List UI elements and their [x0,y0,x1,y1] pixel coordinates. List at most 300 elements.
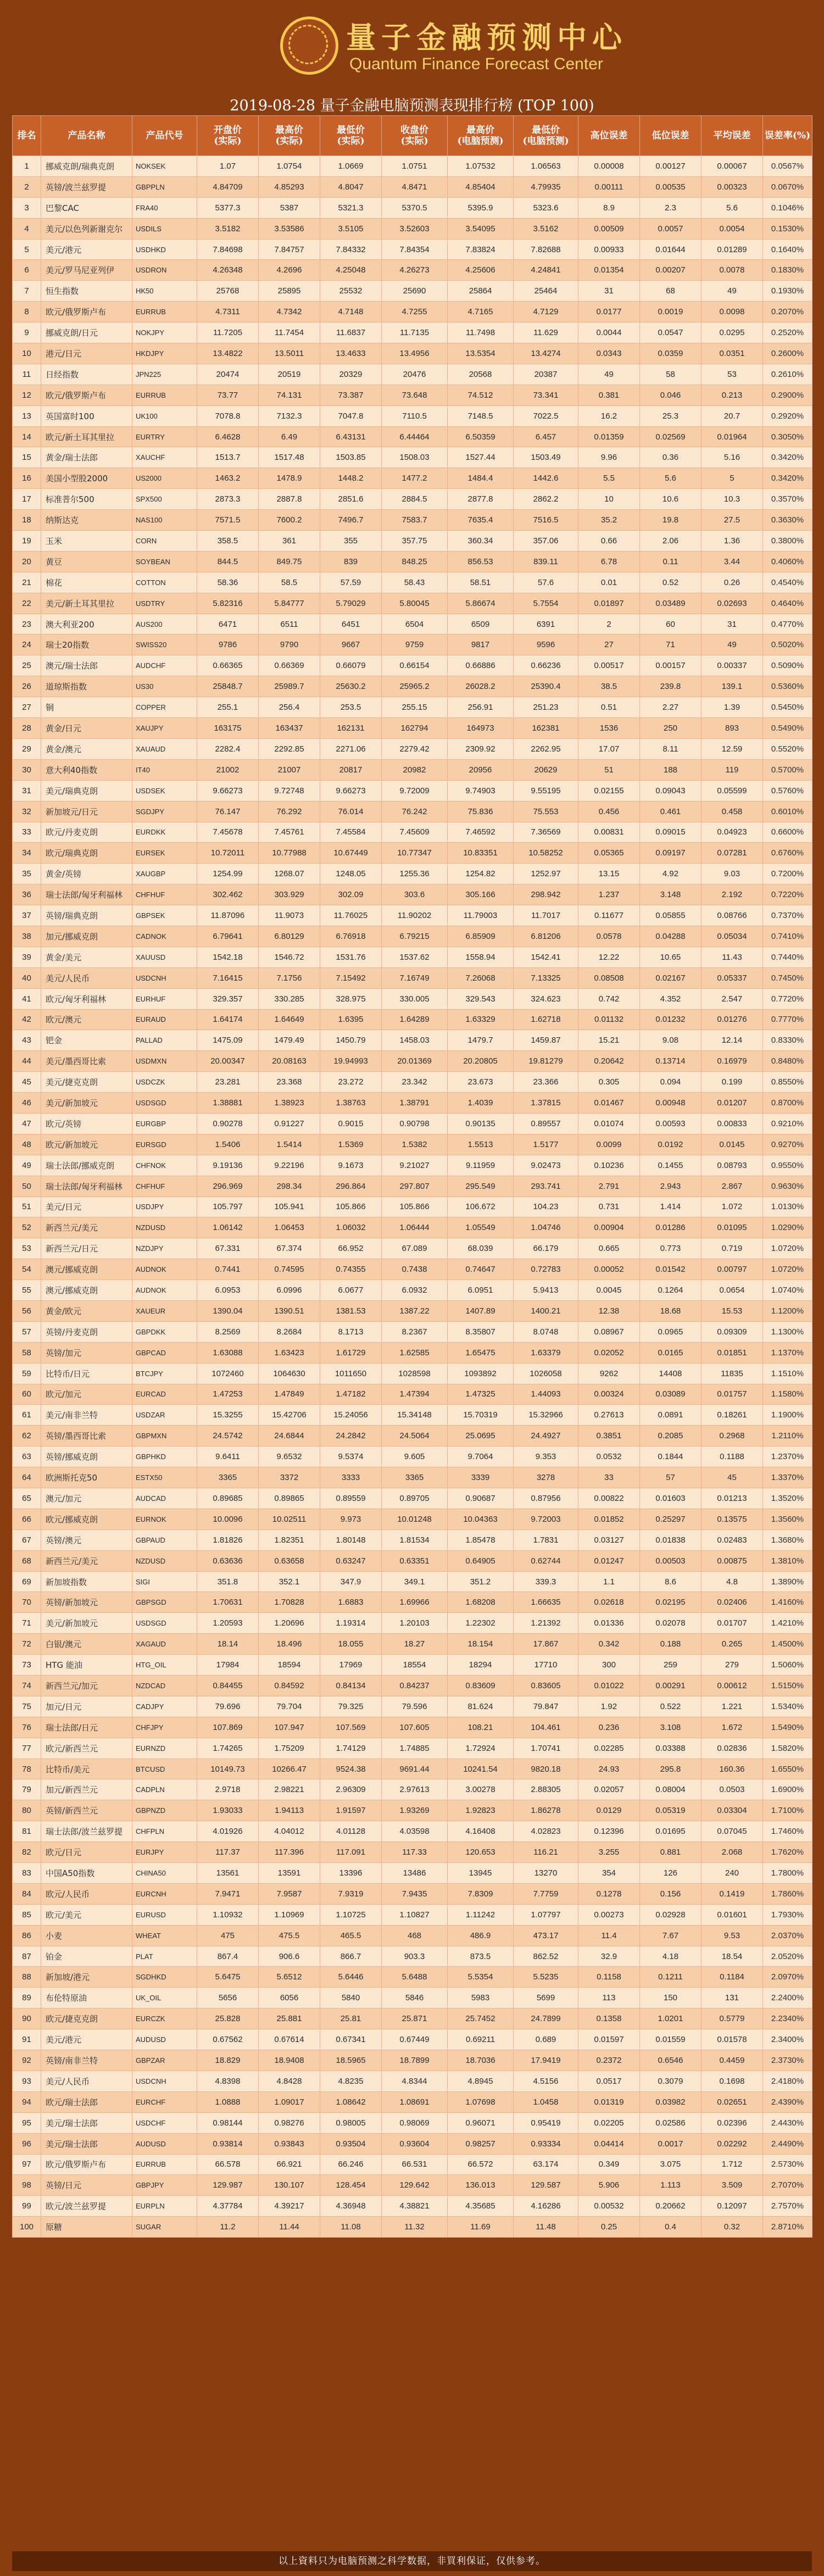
cell-low-error: 1.0201 [640,2008,701,2029]
cell-rank: 31 [13,780,41,801]
cell-low-predicted: 1.86278 [514,1800,578,1821]
cell-product-code: SOYBEAN [132,551,197,572]
cell-open-actual: 23.281 [197,1072,259,1093]
cell-open-actual: 867.4 [197,1946,259,1967]
cell-high-predicted: 5.86674 [448,593,514,614]
cell-low-actual: 25.81 [320,2008,382,2029]
cell-high-predicted: 0.69211 [448,2029,514,2050]
cell-product-code: SWISS20 [132,635,197,655]
cell-product-code: AUDUSD [132,2029,197,2050]
cell-open-actual: 4.84709 [197,176,259,197]
cell-product-code: SPX500 [132,489,197,510]
cell-low-error: 0.00503 [640,1550,701,1571]
cell-close-actual: 903.3 [382,1946,448,1967]
cell-low-error: 0.0165 [640,1342,701,1363]
cell-low-error: 10.65 [640,947,701,967]
cell-product-name: 欧元/波兰兹罗提 [41,2196,132,2217]
cell-avg-error: 20.7 [701,405,763,426]
cell-close-actual: 13.4956 [382,343,448,364]
cell-error-rate: 0.6010% [763,801,812,822]
cell-rank: 97 [13,2154,41,2175]
cell-low-actual: 0.67341 [320,2029,382,2050]
cell-product-code: XAUGBP [132,864,197,884]
cell-high-actual: 1390.51 [259,1300,320,1321]
cell-open-actual: 1.0888 [197,2091,259,2112]
table-row [13,614,812,635]
cell-product-name: 黄金/美元 [41,947,132,967]
cell-error-rate: 0.3570% [763,489,812,510]
cell-high-error: 0.731 [578,1197,640,1217]
cell-high-predicted: 10241.54 [448,1759,514,1779]
cell-error-rate: 0.8550% [763,1072,812,1093]
cell-low-predicted: 10.58252 [514,843,578,864]
cell-low-actual: 18.055 [320,1634,382,1655]
table-row [13,1529,812,1550]
table-row [13,2154,812,2175]
cell-high-predicted: 25864 [448,281,514,302]
cell-close-actual: 6.44464 [382,426,448,447]
cell-high-predicted: 11.7498 [448,322,514,343]
cell-avg-error: 0.02396 [701,2112,763,2133]
cell-low-predicted: 0.89557 [514,1113,578,1134]
cell-avg-error: 0.265 [701,1634,763,1655]
cell-rank: 35 [13,864,41,884]
cell-product-name: 黄金/瑞士法郎 [41,447,132,468]
cell-product-code: AUDNOK [132,1280,197,1301]
table-row [13,884,812,905]
cell-error-rate: 0.3050% [763,426,812,447]
cell-rank: 32 [13,801,41,822]
cell-product-code: FRA40 [132,197,197,218]
cell-low-actual: 6451 [320,614,382,635]
cell-low-predicted: 0.62744 [514,1550,578,1571]
cell-high-predicted: 1.07532 [448,156,514,177]
cell-high-predicted: 4.85404 [448,176,514,197]
cell-high-error: 0.02205 [578,2112,640,2133]
cell-high-error: 0.00822 [578,1488,640,1509]
cell-open-actual: 7.84698 [197,239,259,260]
cell-high-predicted: 26028.2 [448,676,514,697]
cell-low-error: 0.36 [640,447,701,468]
cell-avg-error: 0.05034 [701,926,763,947]
column-header-low-error: 低位误差 [640,116,701,156]
cell-close-actual: 357.75 [382,531,448,552]
cell-low-error: 2.3 [640,197,701,218]
cell-low-predicted: 1.66635 [514,1592,578,1613]
cell-avg-error: 12.59 [701,738,763,759]
table-row [13,822,812,843]
cell-open-actual: 0.84455 [197,1676,259,1696]
cell-open-actual: 66.578 [197,2154,259,2175]
cell-low-predicted: 1.7831 [514,1529,578,1550]
cell-product-name: 美元/新加坡元 [41,1613,132,1634]
cell-avg-error: 3.509 [701,2175,763,2196]
cell-high-actual: 303.929 [259,884,320,905]
cell-low-actual: 7.9319 [320,1883,382,1904]
cell-close-actual: 5.6488 [382,1967,448,1988]
cell-avg-error: 0.13575 [701,1509,763,1529]
cell-open-actual: 329.357 [197,988,259,1009]
cell-product-code: SGDJPY [132,801,197,822]
cell-high-error: 0.381 [578,385,640,405]
cell-high-actual: 15.42706 [259,1405,320,1426]
cell-product-name: 瑞士法郎/匈牙利福林 [41,1176,132,1197]
cell-open-actual: 1.07 [197,156,259,177]
table-row [13,655,812,676]
cell-product-name: 美元/南非兰特 [41,1405,132,1426]
cell-avg-error: 10.3 [701,489,763,510]
cell-product-code: EURGBP [132,1113,197,1134]
cell-rank: 50 [13,1176,41,1197]
cell-close-actual: 0.98069 [382,2112,448,2133]
cell-low-predicted: 3.5162 [514,218,578,239]
cell-product-code: UK_OIL [132,1988,197,2008]
cell-high-predicted: 75.836 [448,801,514,822]
cell-product-code: ESTX50 [132,1467,197,1488]
cell-error-rate: 0.7410% [763,926,812,947]
table-row [13,2071,812,2091]
cell-low-actual: 839 [320,551,382,572]
cell-high-error: 0.66 [578,531,640,552]
cell-product-name: 英镑/新西兰元 [41,1800,132,1821]
cell-product-code: NZDCAD [132,1676,197,1696]
cell-high-predicted: 5.5354 [448,1967,514,1988]
cell-rank: 100 [13,2217,41,2238]
cell-open-actual: 1475.09 [197,1030,259,1051]
cell-high-predicted: 9.11959 [448,1155,514,1176]
cell-close-actual: 7.16749 [382,967,448,988]
cell-low-actual: 6.0677 [320,1280,382,1301]
cell-error-rate: 0.4770% [763,614,812,635]
cell-low-error: 5.6 [640,468,701,489]
cell-low-error: 0.00157 [640,655,701,676]
cell-open-actual: 0.89685 [197,1488,259,1509]
cell-avg-error: 0.0078 [701,260,763,281]
cell-high-actual: 10.02511 [259,1509,320,1529]
cell-high-error: 2.791 [578,1176,640,1197]
cell-product-name: 欧元/俄罗斯卢布 [41,302,132,322]
cell-high-actual: 0.67614 [259,2029,320,2050]
cell-open-actual: 25768 [197,281,259,302]
cell-avg-error: 240 [701,1863,763,1884]
cell-avg-error: 0.01601 [701,1904,763,1925]
cell-low-predicted: 1.37815 [514,1093,578,1114]
cell-low-actual: 1.38763 [320,1093,382,1114]
cell-rank: 20 [13,551,41,572]
cell-high-error: 0.04414 [578,2133,640,2154]
cell-open-actual: 844.5 [197,551,259,572]
cell-low-predicted: 1.44093 [514,1384,578,1405]
cell-high-error: 0.03127 [578,1529,640,1550]
cell-low-predicted: 11.48 [514,2217,578,2238]
cell-avg-error: 0.01851 [701,1342,763,1363]
cell-low-actual: 9.5374 [320,1446,382,1467]
cell-high-actual: 3372 [259,1467,320,1488]
cell-rank: 30 [13,759,41,780]
cell-rank: 46 [13,1093,41,1114]
cell-low-predicted: 251.23 [514,697,578,718]
cell-high-error: 0.00509 [578,218,640,239]
cell-low-predicted: 8.0748 [514,1321,578,1342]
cell-low-predicted: 9.353 [514,1446,578,1467]
cell-low-error: 0.01838 [640,1529,701,1550]
cell-avg-error: 12.14 [701,1030,763,1051]
cell-rank: 37 [13,905,41,926]
cell-low-error: 4.18 [640,1946,701,1967]
cell-low-actual: 1.6395 [320,1009,382,1030]
cell-low-error: 0.4 [640,2217,701,2238]
cell-avg-error: 0.00797 [701,1259,763,1280]
cell-rank: 51 [13,1197,41,1217]
cell-high-predicted: 5395.9 [448,197,514,218]
cell-high-predicted: 68.039 [448,1238,514,1259]
cell-low-error: 0.6546 [640,2050,701,2071]
cell-product-code: EURSEK [132,843,197,864]
cell-open-actual: 9.19136 [197,1155,259,1176]
cell-close-actual: 0.67449 [382,2029,448,2050]
cell-product-code: SGDHKD [132,1967,197,1988]
cell-product-code: HTG_OIL [132,1655,197,1676]
cell-low-error: 9.08 [640,1030,701,1051]
ranking-table [12,115,812,2238]
cell-high-actual: 0.93843 [259,2133,320,2154]
cell-high-predicted: 74.512 [448,385,514,405]
cell-avg-error: 0.01207 [701,1093,763,1114]
cell-high-predicted: 1.68208 [448,1592,514,1613]
cell-high-error: 0.1158 [578,1967,640,1988]
cell-open-actual: 10.0096 [197,1509,259,1529]
cell-low-predicted: 13270 [514,1863,578,1884]
cell-high-actual: 58.5 [259,572,320,593]
table-row [13,1280,812,1301]
cell-product-code: HK50 [132,281,197,302]
cell-low-predicted: 1026058 [514,1363,578,1384]
cell-avg-error: 0.01757 [701,1384,763,1405]
cell-high-error: 0.00904 [578,1217,640,1238]
cell-high-actual: 105.941 [259,1197,320,1217]
cell-error-rate: 0.5760% [763,780,812,801]
table-row [13,1321,812,1342]
cell-product-code: GBPAUD [132,1529,197,1550]
cell-low-error: 0.0965 [640,1321,701,1342]
cell-low-predicted: 9.02473 [514,1155,578,1176]
cell-high-error: 32.9 [578,1946,640,1967]
cell-low-actual: 4.8235 [320,2071,382,2091]
cell-high-error: 1.237 [578,884,640,905]
cell-error-rate: 2.7070% [763,2175,812,2196]
cell-close-actual: 5370.5 [382,197,448,218]
cell-error-rate: 2.2340% [763,2008,812,2029]
cell-product-code: XAUAUD [132,738,197,759]
cell-low-actual: 76.014 [320,801,382,822]
cell-product-code: GBPSGD [132,1592,197,1613]
cell-high-error: 0.01336 [578,1613,640,1634]
cell-avg-error: 2.547 [701,988,763,1009]
cell-error-rate: 0.7770% [763,1009,812,1030]
cell-high-error: 49 [578,364,640,385]
table-row [13,1946,812,1967]
cell-low-error: 4.352 [640,988,701,1009]
cell-rank: 33 [13,822,41,843]
cell-product-code: COTTON [132,572,197,593]
cell-high-actual: 25895 [259,281,320,302]
cell-error-rate: 2.8710% [763,2217,812,2238]
cell-high-actual: 9790 [259,635,320,655]
cell-avg-error: 0.01095 [701,1217,763,1238]
table-row [13,322,812,343]
cell-high-actual: 6.0996 [259,1280,320,1301]
cell-product-code: NZDUSD [132,1217,197,1238]
cell-error-rate: 0.0567% [763,156,812,177]
table-row [13,1426,812,1446]
cell-rank: 77 [13,1738,41,1759]
table-row [13,780,812,801]
cell-low-predicted: 23.366 [514,1072,578,1093]
table-row [13,947,812,967]
cell-product-code: AUS200 [132,614,197,635]
cell-close-actual: 1.74885 [382,1738,448,1759]
cell-high-actual: 1.20696 [259,1613,320,1634]
cell-avg-error: 0.02693 [701,593,763,614]
cell-low-predicted: 4.5156 [514,2071,578,2091]
cell-high-actual: 330.285 [259,988,320,1009]
cell-product-code: CHFPLN [132,1821,197,1842]
cell-product-code: CADPLN [132,1779,197,1800]
cell-high-error: 0.02155 [578,780,640,801]
cell-avg-error: 0.213 [701,385,763,405]
cell-error-rate: 2.4430% [763,2112,812,2133]
cell-low-predicted: 20387 [514,364,578,385]
cell-high-error: 0.3851 [578,1426,640,1446]
cell-low-actual: 19.94993 [320,1051,382,1072]
cell-avg-error: 0.02483 [701,1529,763,1550]
cell-rank: 24 [13,635,41,655]
cell-error-rate: 0.7370% [763,905,812,926]
cell-high-predicted: 13945 [448,1863,514,1884]
cell-product-name: 欧元/日元 [41,1842,132,1863]
cell-product-name: 美元/日元 [41,1197,132,1217]
cell-rank: 36 [13,884,41,905]
cell-rank: 70 [13,1592,41,1613]
cell-low-actual: 1450.79 [320,1030,382,1051]
cell-open-actual: 67.331 [197,1238,259,1259]
cell-low-error: 2.943 [640,1176,701,1197]
cell-error-rate: 0.1046% [763,197,812,218]
cell-high-predicted: 25.0695 [448,1426,514,1446]
cell-low-predicted: 25390.4 [514,676,578,697]
cell-rank: 79 [13,1779,41,1800]
cell-high-actual: 20.08163 [259,1051,320,1072]
cell-open-actual: 15.3255 [197,1405,259,1426]
cell-error-rate: 1.2370% [763,1446,812,1467]
cell-avg-error: 9.03 [701,864,763,884]
cell-low-predicted: 4.16286 [514,2196,578,2217]
cell-high-predicted: 1.11242 [448,1904,514,1925]
cell-product-name: 加元/日元 [41,1696,132,1717]
cell-high-error: 0.342 [578,1634,640,1655]
cell-product-name: 小麦 [41,1925,132,1946]
cell-avg-error: 119 [701,759,763,780]
cell-high-predicted: 1.22302 [448,1613,514,1634]
cell-rank: 17 [13,489,41,510]
cell-avg-error: 49 [701,635,763,655]
cell-low-predicted: 5.9413 [514,1280,578,1301]
cell-product-code: HKDJPY [132,343,197,364]
cell-error-rate: 1.3890% [763,1571,812,1592]
cell-rank: 63 [13,1446,41,1467]
cell-rank: 96 [13,2133,41,2154]
cell-product-code: JPN225 [132,364,197,385]
cell-low-predicted: 17710 [514,1655,578,1676]
cell-high-error: 0.02285 [578,1738,640,1759]
cell-product-code: USDCNH [132,2071,197,2091]
cell-high-predicted: 25.7452 [448,2008,514,2029]
column-header-product-name: 产品名称 [41,116,132,156]
table-row [13,2112,812,2133]
cell-open-actual: 0.66365 [197,655,259,676]
cell-low-error: 0.04288 [640,926,701,947]
cell-high-actual: 7600.2 [259,510,320,531]
cell-low-actual: 7047.8 [320,405,382,426]
cell-rank: 39 [13,947,41,967]
cell-open-actual: 2282.4 [197,738,259,759]
cell-product-name: 欧元/瑞典克朗 [41,843,132,864]
cell-product-name: 英镑/墨西哥比索 [41,1426,132,1446]
cell-high-predicted: 856.53 [448,551,514,572]
cell-low-actual: 13396 [320,1863,382,1884]
cell-avg-error: 0.0098 [701,302,763,322]
cell-high-error: 0.0517 [578,2071,640,2091]
cell-avg-error: 0.05599 [701,780,763,801]
cell-close-actual: 1.81534 [382,1529,448,1550]
cell-high-predicted: 6.85909 [448,926,514,947]
cell-high-predicted: 2309.92 [448,738,514,759]
cell-product-name: 日经指数 [41,364,132,385]
cell-product-code: EURPLN [132,2196,197,2217]
cell-low-error: 0.09197 [640,843,701,864]
cell-low-error: 0.03388 [640,1738,701,1759]
cell-open-actual: 4.7311 [197,302,259,322]
cell-low-error: 0.52 [640,572,701,593]
cell-open-actual: 1.5406 [197,1134,259,1155]
cell-high-actual: 11.7454 [259,322,320,343]
cell-high-predicted: 13.5354 [448,343,514,364]
cell-close-actual: 24.5064 [382,1426,448,1446]
cell-product-code: BTCUSD [132,1759,197,1779]
cell-low-predicted: 1252.97 [514,864,578,884]
cell-rank: 38 [13,926,41,947]
cell-close-actual: 18.27 [382,1634,448,1655]
cell-avg-error: 0.00323 [701,176,763,197]
cell-product-name: 欧元/美元 [41,1904,132,1925]
cell-low-actual: 128.454 [320,2175,382,2196]
cell-low-actual: 1.10725 [320,1904,382,1925]
cell-open-actual: 107.869 [197,1717,259,1738]
cell-avg-error: 0.08766 [701,905,763,926]
cell-close-actual: 25965.2 [382,676,448,697]
cell-low-actual: 20329 [320,364,382,385]
cell-rank: 89 [13,1988,41,2008]
cell-rank: 25 [13,655,41,676]
cell-high-actual: 0.91227 [259,1113,320,1134]
cell-avg-error: 0.00337 [701,655,763,676]
cell-high-predicted: 3339 [448,1467,514,1488]
cell-high-error: 11.4 [578,1925,640,1946]
cell-high-actual: 25.881 [259,2008,320,2029]
cell-open-actual: 2.9718 [197,1779,259,1800]
table-row [13,531,812,552]
cell-high-actual: 352.1 [259,1571,320,1592]
